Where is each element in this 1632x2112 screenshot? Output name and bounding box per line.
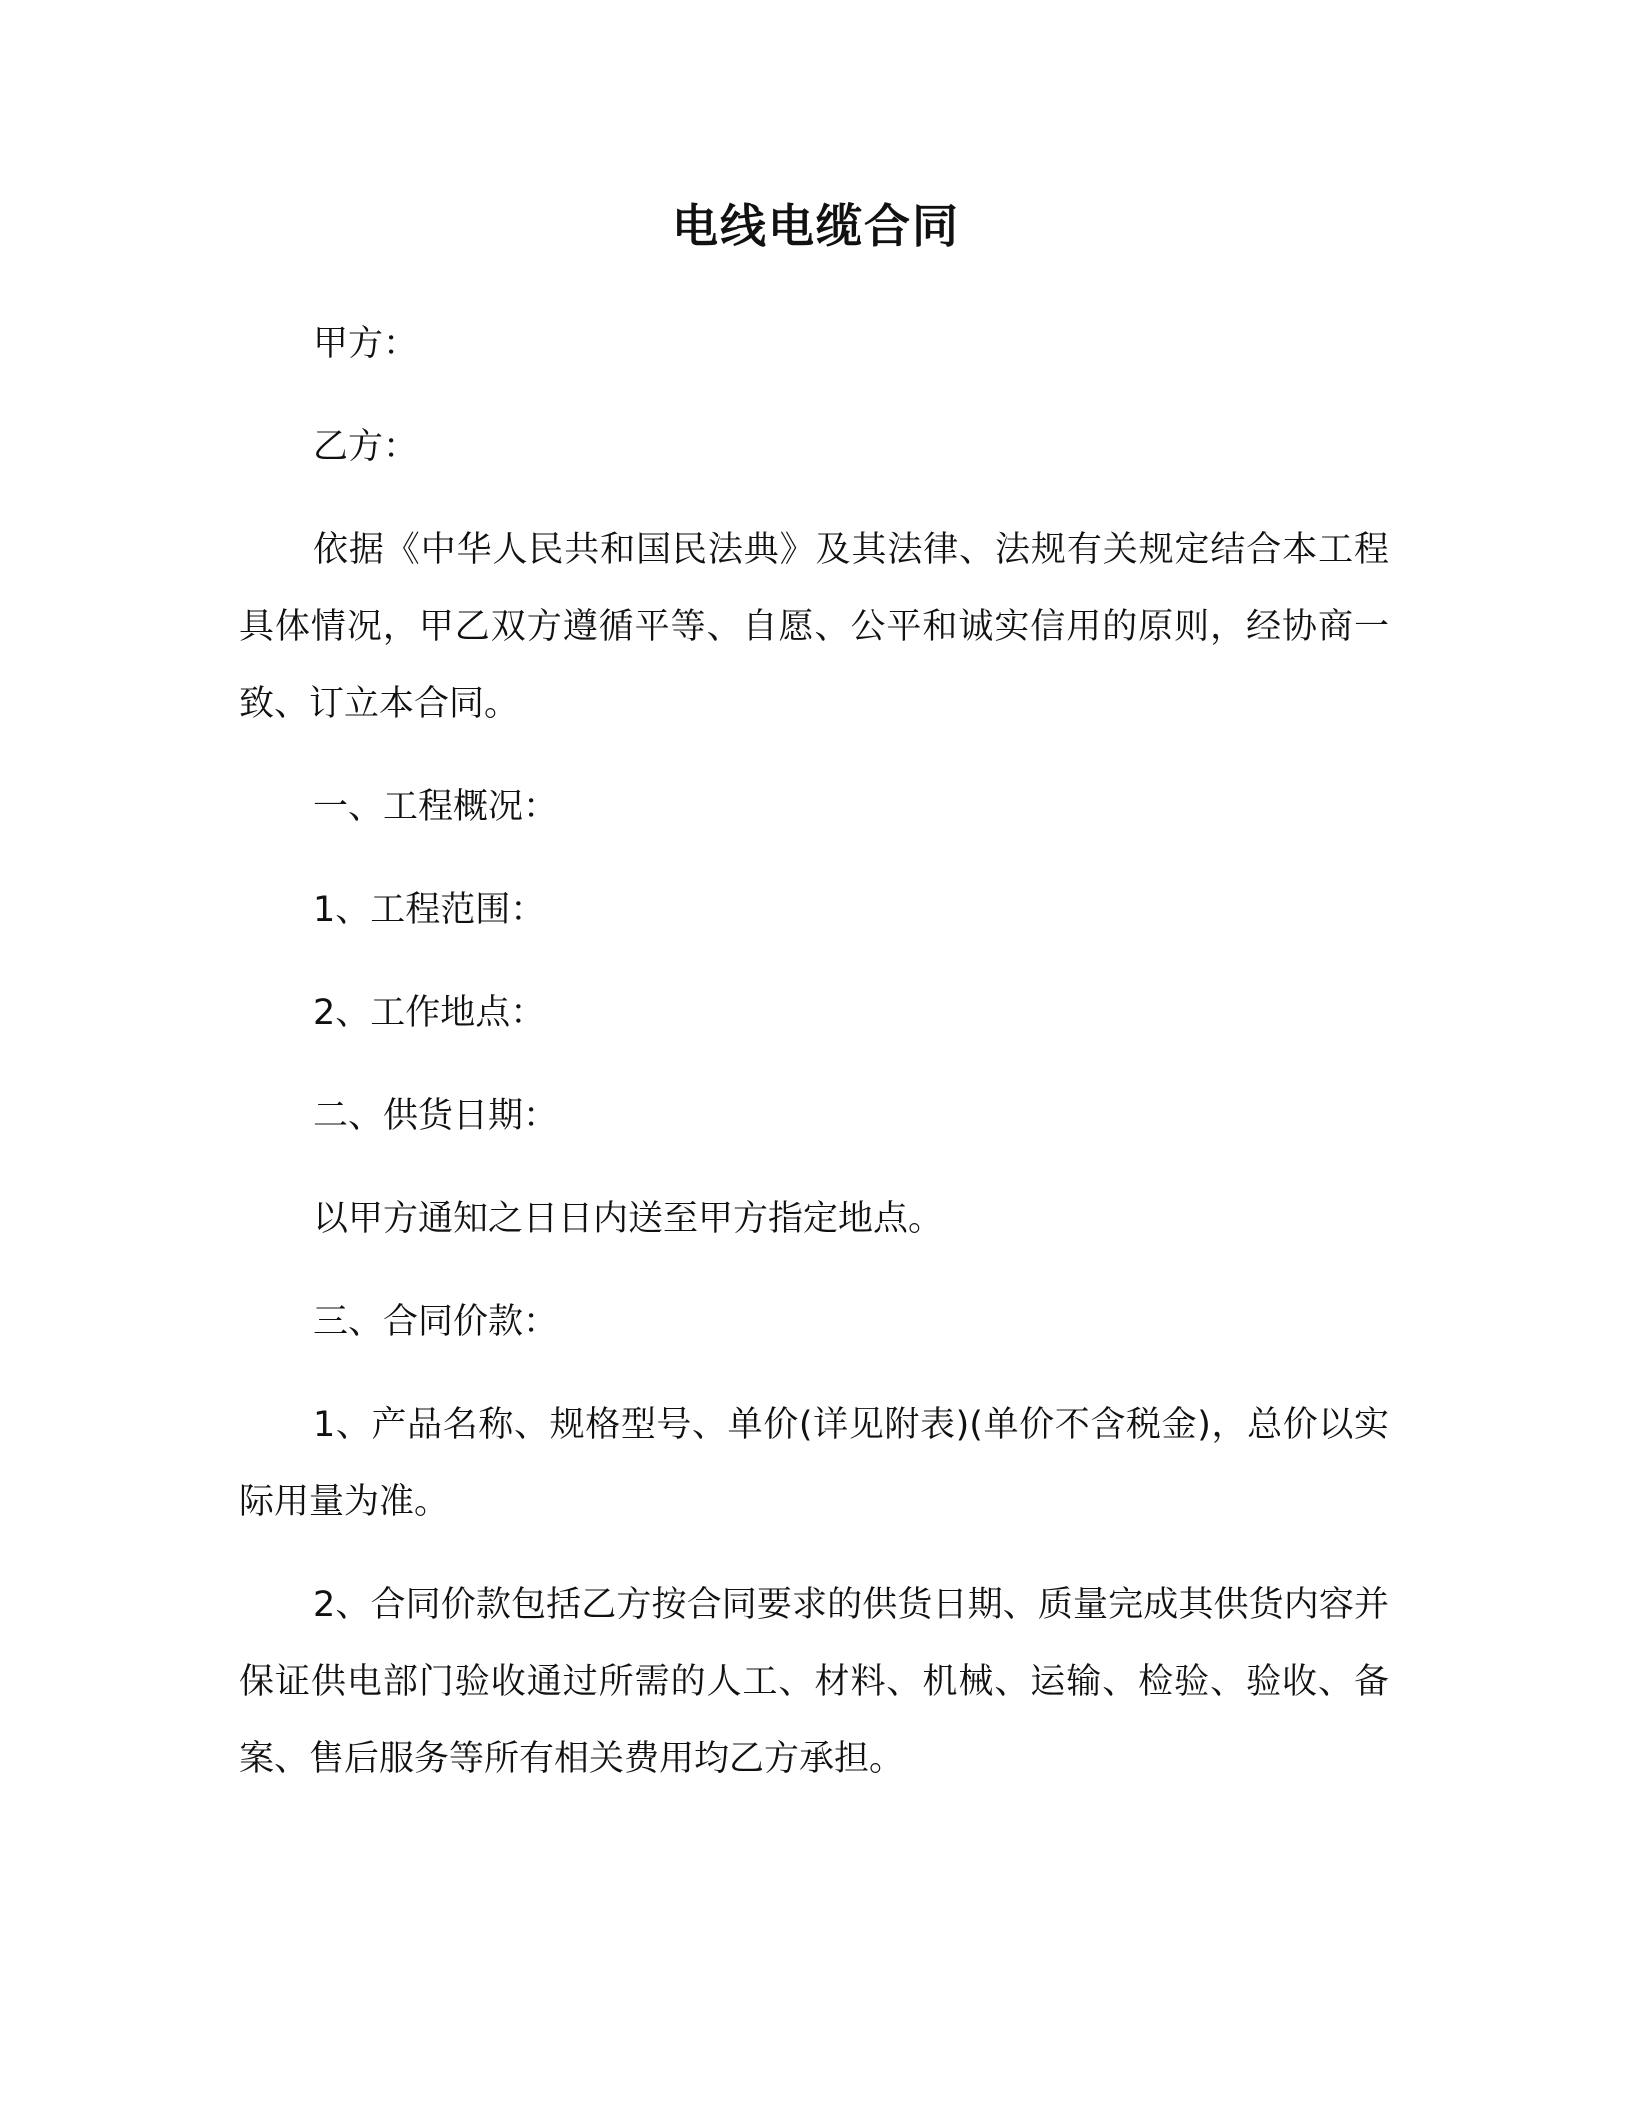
party-a-line: 甲方：	[313, 324, 419, 364]
party-b-line: 乙方：	[313, 427, 419, 467]
document-body	[239, 306, 1389, 1798]
section3-item1: 1、产品名称、规格型号、单价(详见附表)(单价不含税金)，总价以实际用量为准。	[239, 1405, 1389, 1522]
section2-heading: 二、供货日期：	[313, 1096, 559, 1136]
section1-heading: 一、工程概况：	[313, 787, 559, 827]
section2-text: 以甲方通知之日日内送至甲方指定地点。	[313, 1199, 944, 1239]
document-title: 电线电缆合同	[672, 199, 960, 253]
section1-item1: 1、工程范围：	[313, 890, 546, 930]
preamble-paragraph: 依据《中华人民共和国民法典》及其法律、法规有关规定结合本工程具体情况，甲乙双方遵循平等、自愿、公平和诚实信用的原则，经协商一致、订立本合同。	[239, 530, 1389, 724]
section3-heading: 三、合同价款：	[313, 1302, 559, 1342]
section1-item2: 2、工作地点：	[313, 993, 546, 1033]
section3-item2: 2、合同价款包括乙方按合同要求的供货日期、质量完成其供货内容并保证供电部门验收通过所需的人工、材料、机械、运输、检验、验收、备案、售后服务等所有相关费用均乙方承担。	[239, 1585, 1389, 1779]
